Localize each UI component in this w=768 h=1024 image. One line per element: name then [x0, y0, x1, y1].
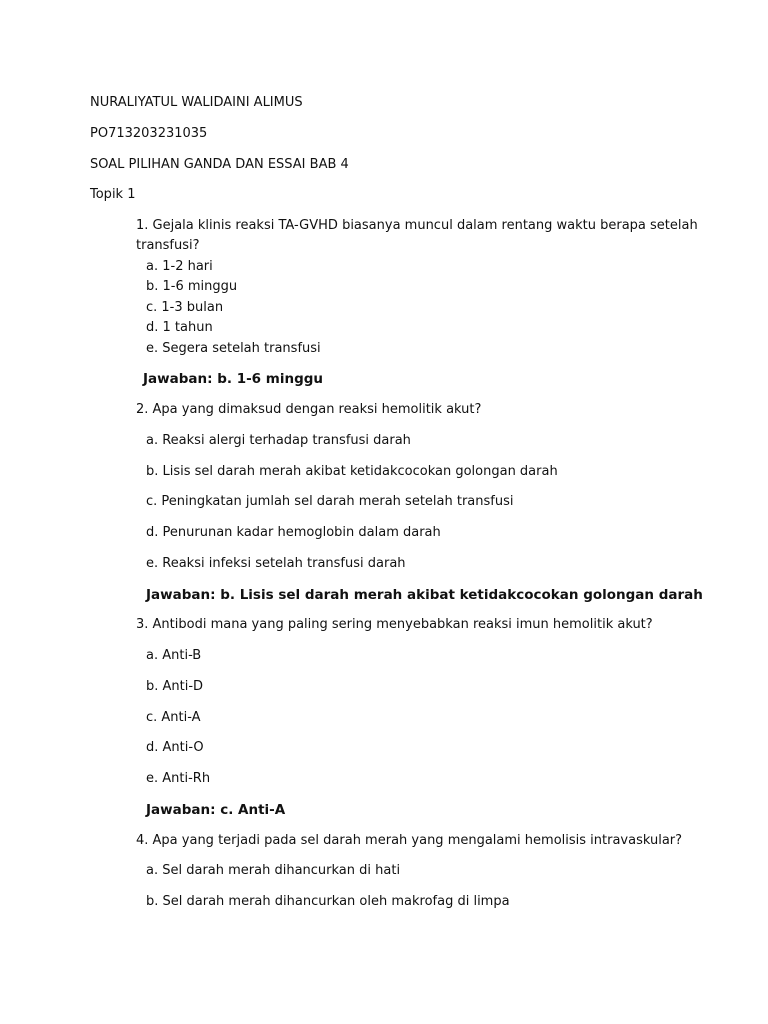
question-3-text: 3. Antibodi mana yang paling sering menyebabkan reaksi imun hemolitik akut?: [136, 617, 653, 632]
document-title: SOAL PILIHAN GANDA DAN ESSAI BAB 4: [90, 157, 349, 172]
question-1-text-continued: transfusi?: [136, 238, 200, 253]
question-4-option-a: a. Sel darah merah dihancurkan di hati: [146, 863, 401, 878]
student-name: NURALIYATUL WALIDAINI ALIMUS: [90, 95, 303, 110]
question-1-option-a: a. 1-2 hari: [146, 259, 213, 274]
question-2-option-e: e. Reaksi infeksi setelah transfusi darah: [146, 556, 406, 571]
question-1-option-d: d. 1 tahun: [146, 320, 213, 335]
question-2-text: 2. Apa yang dimaksud dengan reaksi hemolitik akut?: [136, 402, 482, 417]
question-2-option-d: d. Penurunan kadar hemoglobin dalam darah: [146, 525, 441, 540]
question-4-option-b: b. Sel darah merah dihancurkan oleh makrofag di limpa: [146, 894, 510, 909]
question-3-option-d: d. Anti-O: [146, 740, 204, 755]
question-1-option-c: c. 1-3 bulan: [146, 300, 224, 315]
question-3-answer: Jawaban: c. Anti-A: [146, 802, 286, 818]
question-2-answer: Jawaban: b. Lisis sel darah merah akibat ketidakcocokan golongan darah: [146, 587, 703, 603]
question-2-option-c: c. Peningkatan jumlah sel darah merah setelah transfusi: [146, 494, 514, 509]
question-3-option-b: b. Anti-D: [146, 679, 204, 694]
question-1-option-e: e. Segera setelah transfusi: [146, 341, 321, 356]
question-3-option-c: c. Anti-A: [146, 710, 201, 725]
student-id: PO713203231035: [90, 126, 208, 141]
question-2-option-a: a. Reaksi alergi terhadap transfusi darah: [146, 433, 411, 448]
question-4-text: 4. Apa yang terjadi pada sel darah merah yang mengalami hemolisis intravaskular?: [136, 833, 683, 848]
question-1-answer: Jawaban: b. 1-6 minggu: [143, 371, 324, 387]
topic-heading: Topik 1: [90, 187, 136, 202]
question-3-option-a: a. Anti-B: [146, 648, 202, 663]
question-1-option-b: b. 1-6 minggu: [146, 279, 238, 294]
question-2-option-b: b. Lisis sel darah merah akibat ketidakcocokan golongan darah: [146, 464, 558, 479]
question-3-option-e: e. Anti-Rh: [146, 771, 211, 786]
question-1-text: 1. Gejala klinis reaksi TA-GVHD biasanya muncul dalam rentang waktu berapa setelah: [136, 218, 698, 233]
